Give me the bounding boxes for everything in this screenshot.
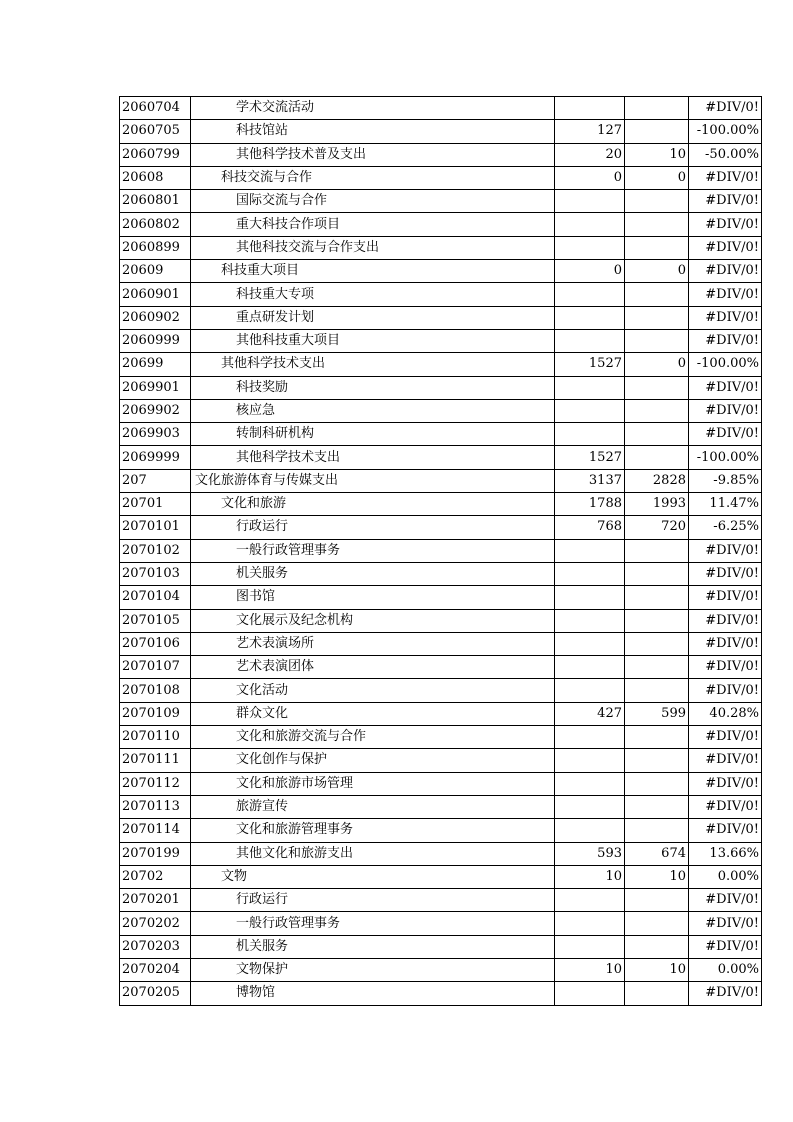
value-prev-cell (555, 726, 625, 749)
table-row (120, 236, 762, 259)
item-code-cell: 2069902 (120, 399, 191, 422)
item-name-cell: 群众文化 (191, 702, 555, 725)
item-name-cell: 旅游宣传 (191, 795, 555, 818)
item-code-cell: 2070105 (120, 609, 191, 632)
value-curr-cell (625, 982, 689, 1005)
value-curr-cell (625, 656, 689, 679)
value-prev-cell (555, 539, 625, 562)
item-code-cell: 2070114 (120, 819, 191, 842)
item-name-cell: 学术交流活动 (191, 97, 555, 120)
value-prev-cell (555, 562, 625, 585)
value-prev-cell (555, 306, 625, 329)
value-prev-cell: 10 (555, 958, 625, 981)
change-percent-cell: #DIV/0! (689, 283, 762, 306)
value-prev-cell: 1527 (555, 446, 625, 469)
table-row (120, 399, 762, 422)
change-percent-cell: -100.00% (689, 120, 762, 143)
value-curr-cell (625, 562, 689, 585)
change-percent-cell: #DIV/0! (689, 726, 762, 749)
item-code-cell: 2060899 (120, 236, 191, 259)
table-row (120, 819, 762, 842)
value-prev-cell (555, 609, 625, 632)
item-name-cell: 文化旅游体育与传媒支出 (191, 469, 555, 492)
table-row (120, 423, 762, 446)
value-prev-cell: 1527 (555, 353, 625, 376)
value-prev-cell (555, 656, 625, 679)
table-row (120, 656, 762, 679)
item-code-cell: 20609 (120, 260, 191, 283)
value-prev-cell: 3137 (555, 469, 625, 492)
value-prev-cell (555, 236, 625, 259)
change-percent-cell: #DIV/0! (689, 912, 762, 935)
change-percent-cell: #DIV/0! (689, 679, 762, 702)
value-prev-cell (555, 586, 625, 609)
item-name-cell: 文化和旅游 (191, 493, 555, 516)
value-prev-cell: 427 (555, 702, 625, 725)
item-name-cell: 机关服务 (191, 935, 555, 958)
item-name-cell: 国际交流与合作 (191, 190, 555, 213)
item-code-cell: 2060901 (120, 283, 191, 306)
change-percent-cell: #DIV/0! (689, 423, 762, 446)
table-row (120, 143, 762, 166)
item-name-cell: 其他文化和旅游支出 (191, 842, 555, 865)
item-name-cell: 其他科技交流与合作支出 (191, 236, 555, 259)
value-prev-cell (555, 423, 625, 446)
value-curr-cell (625, 819, 689, 842)
value-curr-cell (625, 726, 689, 749)
item-code-cell: 2070112 (120, 772, 191, 795)
item-name-cell: 科技重大项目 (191, 260, 555, 283)
item-code-cell: 2070110 (120, 726, 191, 749)
item-name-cell: 一般行政管理事务 (191, 539, 555, 562)
table-row (120, 842, 762, 865)
change-percent-cell: 13.66% (689, 842, 762, 865)
item-code-cell: 20699 (120, 353, 191, 376)
value-prev-cell (555, 679, 625, 702)
change-percent-cell: 0.00% (689, 958, 762, 981)
change-percent-cell: #DIV/0! (689, 97, 762, 120)
table-row (120, 97, 762, 120)
value-prev-cell (555, 912, 625, 935)
value-curr-cell (625, 423, 689, 446)
item-name-cell: 博物馆 (191, 982, 555, 1005)
table-row (120, 120, 762, 143)
item-code-cell: 2060704 (120, 97, 191, 120)
value-curr-cell: 599 (625, 702, 689, 725)
change-percent-cell: #DIV/0! (689, 213, 762, 236)
value-curr-cell (625, 586, 689, 609)
value-prev-cell (555, 889, 625, 912)
change-percent-cell: #DIV/0! (689, 609, 762, 632)
item-code-cell: 20701 (120, 493, 191, 516)
item-name-cell: 科技奖励 (191, 376, 555, 399)
value-prev-cell: 593 (555, 842, 625, 865)
table-row (120, 539, 762, 562)
value-prev-cell (555, 97, 625, 120)
value-curr-cell (625, 97, 689, 120)
item-name-cell: 一般行政管理事务 (191, 912, 555, 935)
item-code-cell: 2070205 (120, 982, 191, 1005)
value-prev-cell (555, 213, 625, 236)
value-prev-cell: 127 (555, 120, 625, 143)
item-code-cell: 2060802 (120, 213, 191, 236)
item-name-cell: 艺术表演团体 (191, 656, 555, 679)
value-prev-cell (555, 935, 625, 958)
table-row (120, 749, 762, 772)
change-percent-cell: #DIV/0! (689, 376, 762, 399)
item-code-cell: 2070113 (120, 795, 191, 818)
item-name-cell: 文化和旅游管理事务 (191, 819, 555, 842)
item-code-cell: 2070102 (120, 539, 191, 562)
item-name-cell: 文化展示及纪念机构 (191, 609, 555, 632)
table-row (120, 190, 762, 213)
item-name-cell: 文物 (191, 865, 555, 888)
value-curr-cell: 720 (625, 516, 689, 539)
value-curr-cell: 1993 (625, 493, 689, 516)
value-curr-cell: 0 (625, 260, 689, 283)
change-percent-cell: #DIV/0! (689, 586, 762, 609)
table-row (120, 586, 762, 609)
item-code-cell: 2060801 (120, 190, 191, 213)
item-code-cell: 2070103 (120, 562, 191, 585)
value-curr-cell: 10 (625, 143, 689, 166)
item-code-cell: 2070199 (120, 842, 191, 865)
item-code-cell: 2070111 (120, 749, 191, 772)
change-percent-cell: #DIV/0! (689, 399, 762, 422)
item-name-cell: 科技重大专项 (191, 283, 555, 306)
item-name-cell: 行政运行 (191, 516, 555, 539)
change-percent-cell: #DIV/0! (689, 819, 762, 842)
table-row (120, 982, 762, 1005)
item-name-cell: 其他科技重大项目 (191, 329, 555, 352)
value-curr-cell (625, 679, 689, 702)
item-code-cell: 20702 (120, 865, 191, 888)
table-row (120, 516, 762, 539)
value-curr-cell (625, 772, 689, 795)
table-row (120, 795, 762, 818)
table-row (120, 283, 762, 306)
change-percent-cell: -6.25% (689, 516, 762, 539)
value-prev-cell: 0 (555, 166, 625, 189)
table-row (120, 958, 762, 981)
budget-table (119, 96, 762, 1006)
table-row (120, 772, 762, 795)
change-percent-cell: -9.85% (689, 469, 762, 492)
table-row (120, 166, 762, 189)
change-percent-cell: 11.47% (689, 493, 762, 516)
value-curr-cell (625, 632, 689, 655)
value-curr-cell (625, 749, 689, 772)
item-name-cell: 重点研发计划 (191, 306, 555, 329)
value-prev-cell (555, 399, 625, 422)
value-curr-cell (625, 376, 689, 399)
value-curr-cell: 10 (625, 958, 689, 981)
item-code-cell: 2070101 (120, 516, 191, 539)
item-name-cell: 文化活动 (191, 679, 555, 702)
table-row (120, 609, 762, 632)
item-code-cell: 2070106 (120, 632, 191, 655)
item-code-cell: 207 (120, 469, 191, 492)
item-name-cell: 图书馆 (191, 586, 555, 609)
item-code-cell: 2060902 (120, 306, 191, 329)
item-code-cell: 2070108 (120, 679, 191, 702)
table-row (120, 260, 762, 283)
item-code-cell: 2069999 (120, 446, 191, 469)
item-name-cell: 重大科技合作项目 (191, 213, 555, 236)
item-name-cell: 文化创作与保护 (191, 749, 555, 772)
item-code-cell: 20608 (120, 166, 191, 189)
value-curr-cell (625, 329, 689, 352)
value-curr-cell: 10 (625, 865, 689, 888)
value-prev-cell (555, 190, 625, 213)
value-prev-cell (555, 772, 625, 795)
change-percent-cell: #DIV/0! (689, 656, 762, 679)
value-curr-cell (625, 446, 689, 469)
value-curr-cell (625, 609, 689, 632)
value-curr-cell (625, 889, 689, 912)
table-row (120, 632, 762, 655)
change-percent-cell: #DIV/0! (689, 236, 762, 259)
change-percent-cell: #DIV/0! (689, 889, 762, 912)
item-code-cell: 2069903 (120, 423, 191, 446)
item-code-cell: 2070107 (120, 656, 191, 679)
value-prev-cell (555, 982, 625, 1005)
change-percent-cell: #DIV/0! (689, 795, 762, 818)
value-prev-cell (555, 749, 625, 772)
table-row (120, 726, 762, 749)
value-prev-cell (555, 632, 625, 655)
item-name-cell: 机关服务 (191, 562, 555, 585)
value-prev-cell: 20 (555, 143, 625, 166)
change-percent-cell: #DIV/0! (689, 190, 762, 213)
value-curr-cell (625, 935, 689, 958)
table-row (120, 446, 762, 469)
item-code-cell: 2060999 (120, 329, 191, 352)
value-curr-cell (625, 213, 689, 236)
item-code-cell: 2070203 (120, 935, 191, 958)
budget-page (119, 96, 762, 1006)
change-percent-cell: #DIV/0! (689, 749, 762, 772)
change-percent-cell: #DIV/0! (689, 166, 762, 189)
change-percent-cell: -50.00% (689, 143, 762, 166)
item-name-cell: 文化和旅游市场管理 (191, 772, 555, 795)
change-percent-cell: #DIV/0! (689, 260, 762, 283)
table-row (120, 562, 762, 585)
value-curr-cell (625, 912, 689, 935)
change-percent-cell: #DIV/0! (689, 935, 762, 958)
value-prev-cell: 10 (555, 865, 625, 888)
item-name-cell: 艺术表演场所 (191, 632, 555, 655)
change-percent-cell: #DIV/0! (689, 982, 762, 1005)
value-curr-cell (625, 539, 689, 562)
value-curr-cell: 0 (625, 166, 689, 189)
value-curr-cell: 0 (625, 353, 689, 376)
item-code-cell: 2060799 (120, 143, 191, 166)
item-name-cell: 其他科学技术支出 (191, 446, 555, 469)
value-curr-cell (625, 236, 689, 259)
change-percent-cell: #DIV/0! (689, 632, 762, 655)
value-prev-cell (555, 819, 625, 842)
value-prev-cell (555, 329, 625, 352)
item-name-cell: 其他科学技术支出 (191, 353, 555, 376)
value-curr-cell (625, 120, 689, 143)
change-percent-cell: #DIV/0! (689, 329, 762, 352)
table-row (120, 353, 762, 376)
value-prev-cell: 768 (555, 516, 625, 539)
item-name-cell: 行政运行 (191, 889, 555, 912)
item-name-cell: 文物保护 (191, 958, 555, 981)
value-curr-cell (625, 283, 689, 306)
item-name-cell: 科技馆站 (191, 120, 555, 143)
table-row (120, 679, 762, 702)
change-percent-cell: #DIV/0! (689, 772, 762, 795)
table-row (120, 702, 762, 725)
change-percent-cell: -100.00% (689, 353, 762, 376)
value-curr-cell (625, 399, 689, 422)
table-row (120, 865, 762, 888)
value-curr-cell (625, 795, 689, 818)
item-name-cell: 科技交流与合作 (191, 166, 555, 189)
table-row (120, 213, 762, 236)
change-percent-cell: #DIV/0! (689, 539, 762, 562)
table-row (120, 889, 762, 912)
table-row (120, 912, 762, 935)
table-row (120, 329, 762, 352)
item-code-cell: 2070201 (120, 889, 191, 912)
table-row (120, 469, 762, 492)
value-curr-cell: 2828 (625, 469, 689, 492)
item-code-cell: 2070202 (120, 912, 191, 935)
change-percent-cell: #DIV/0! (689, 562, 762, 585)
item-name-cell: 其他科学技术普及支出 (191, 143, 555, 166)
item-code-cell: 2060705 (120, 120, 191, 143)
item-name-cell: 核应急 (191, 399, 555, 422)
change-percent-cell: #DIV/0! (689, 306, 762, 329)
item-code-cell: 2069901 (120, 376, 191, 399)
value-prev-cell: 1788 (555, 493, 625, 516)
change-percent-cell: 0.00% (689, 865, 762, 888)
change-percent-cell: 40.28% (689, 702, 762, 725)
table-row (120, 935, 762, 958)
value-prev-cell (555, 795, 625, 818)
value-prev-cell (555, 283, 625, 306)
item-name-cell: 文化和旅游交流与合作 (191, 726, 555, 749)
budget-table-body (120, 97, 762, 1006)
value-prev-cell (555, 376, 625, 399)
item-code-cell: 2070104 (120, 586, 191, 609)
item-code-cell: 2070109 (120, 702, 191, 725)
value-prev-cell: 0 (555, 260, 625, 283)
change-percent-cell: -100.00% (689, 446, 762, 469)
item-code-cell: 2070204 (120, 958, 191, 981)
value-curr-cell (625, 306, 689, 329)
item-name-cell: 转制科研机构 (191, 423, 555, 446)
value-curr-cell: 674 (625, 842, 689, 865)
table-row (120, 376, 762, 399)
table-row (120, 306, 762, 329)
table-row (120, 493, 762, 516)
value-curr-cell (625, 190, 689, 213)
